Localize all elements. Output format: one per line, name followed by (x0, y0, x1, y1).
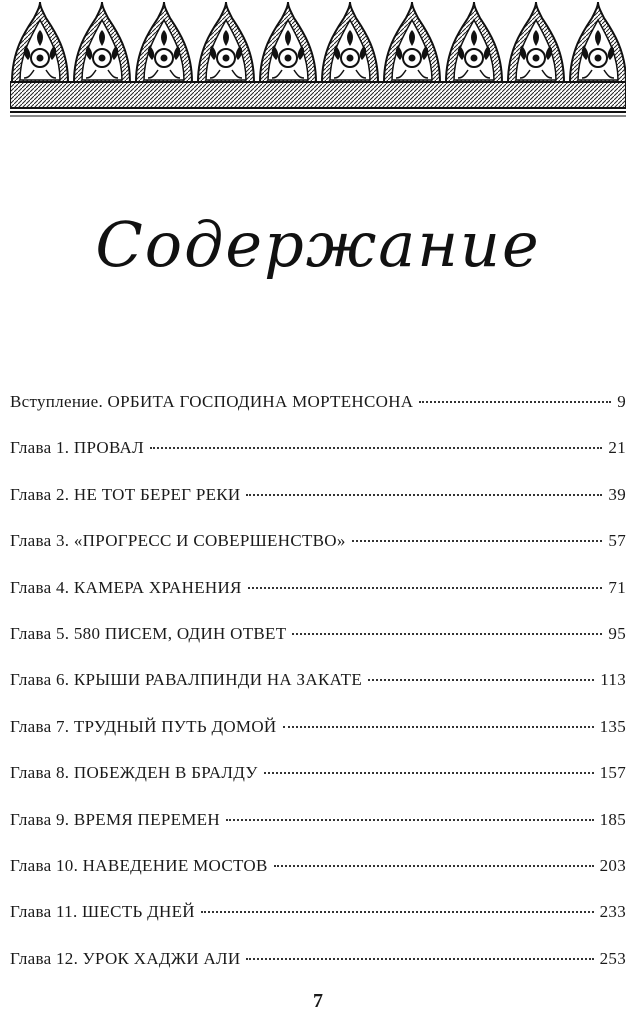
toc-entry (10, 485, 626, 531)
toc-entry-page: 113 (600, 670, 626, 690)
toc-entry-label: Глава 10. НАВЕДЕНИЕ МОСТОВ (10, 855, 268, 875)
toc-entry-label: Глава 5. 580 ПИСЕМ, ОДИН ОТВЕТ (10, 623, 287, 643)
toc-entry-label: Глава 7. ТРУДНЫЙ ПУТЬ ДОМОЙ (10, 716, 277, 736)
toc-leader-dots (274, 865, 594, 867)
toc-entry-label: Глава 4. КАМЕРА ХРАНЕНИЯ (10, 577, 242, 597)
toc-entry (10, 949, 626, 995)
toc-leader-dots (419, 401, 611, 403)
toc-entry-label: Глава 2. НЕ ТОТ БЕРЕГ РЕКИ (10, 484, 241, 504)
toc-entry-page: 233 (599, 902, 626, 922)
toc-entry-page: 21 (608, 438, 626, 458)
page-number: 7 (313, 990, 323, 1012)
toc-entry-label: Глава 12. УРОК ХАДЖИ АЛИ (10, 948, 241, 968)
toc-entry-label: Глава 8. ПОБЕЖДЕН В БРАЛДУ (10, 763, 258, 783)
toc-entry-page: 71 (608, 577, 626, 597)
toc-entry-label: Глава 11. ШЕСТЬ ДНЕЙ (10, 902, 195, 922)
toc-entry-page: 185 (599, 809, 626, 829)
toc-leader-dots (150, 447, 602, 449)
arabesque-border-icon (10, 0, 626, 118)
table-of-contents (10, 392, 626, 995)
toc-entry-page: 157 (599, 763, 626, 783)
toc-entry-page: 9 (617, 392, 626, 411)
toc-entry-label: Глава 9. ВРЕМЯ ПЕРЕМЕН (10, 809, 220, 829)
toc-leader-dots (292, 633, 602, 635)
toc-entry (10, 578, 626, 624)
toc-entry (10, 670, 626, 716)
toc-entry (10, 810, 626, 856)
toc-entry-label: Глава 6. КРЫШИ РАВАЛПИНДИ НА ЗАКАТЕ (10, 670, 363, 690)
toc-entry (10, 763, 626, 809)
toc-entry (10, 392, 626, 438)
toc-leader-dots (226, 819, 594, 821)
toc-leader-dots (246, 958, 593, 960)
toc-leader-dots (201, 911, 594, 913)
toc-entry-page: 203 (599, 855, 626, 875)
toc-entry-label: Глава 1. ПРОВАЛ (10, 438, 144, 458)
toc-entry-page: 57 (608, 531, 626, 551)
toc-entry-page: 135 (599, 716, 626, 736)
toc-leader-dots (246, 494, 602, 496)
toc-leader-dots (368, 679, 594, 681)
toc-leader-dots (283, 726, 594, 728)
toc-entry-page: 95 (608, 623, 626, 643)
toc-entry (10, 902, 626, 948)
toc-entry (10, 531, 626, 577)
toc-entry-label: Вступление. ОРБИТА ГОСПОДИНА МОРТЕНСОНА (10, 392, 414, 411)
toc-entry-page: 39 (608, 484, 626, 504)
toc-entry-label: Глава 3. «ПРОГРЕСС И СОВЕРШЕНСТВО» (10, 531, 346, 551)
page-title: Содержание (95, 208, 541, 281)
toc-leader-dots (248, 587, 603, 589)
toc-leader-dots (352, 540, 603, 542)
toc-entry (10, 717, 626, 763)
toc-entry (10, 438, 626, 484)
toc-entry (10, 624, 626, 670)
toc-entry (10, 856, 626, 902)
toc-entry-page: 253 (599, 948, 626, 968)
toc-leader-dots (264, 772, 594, 774)
